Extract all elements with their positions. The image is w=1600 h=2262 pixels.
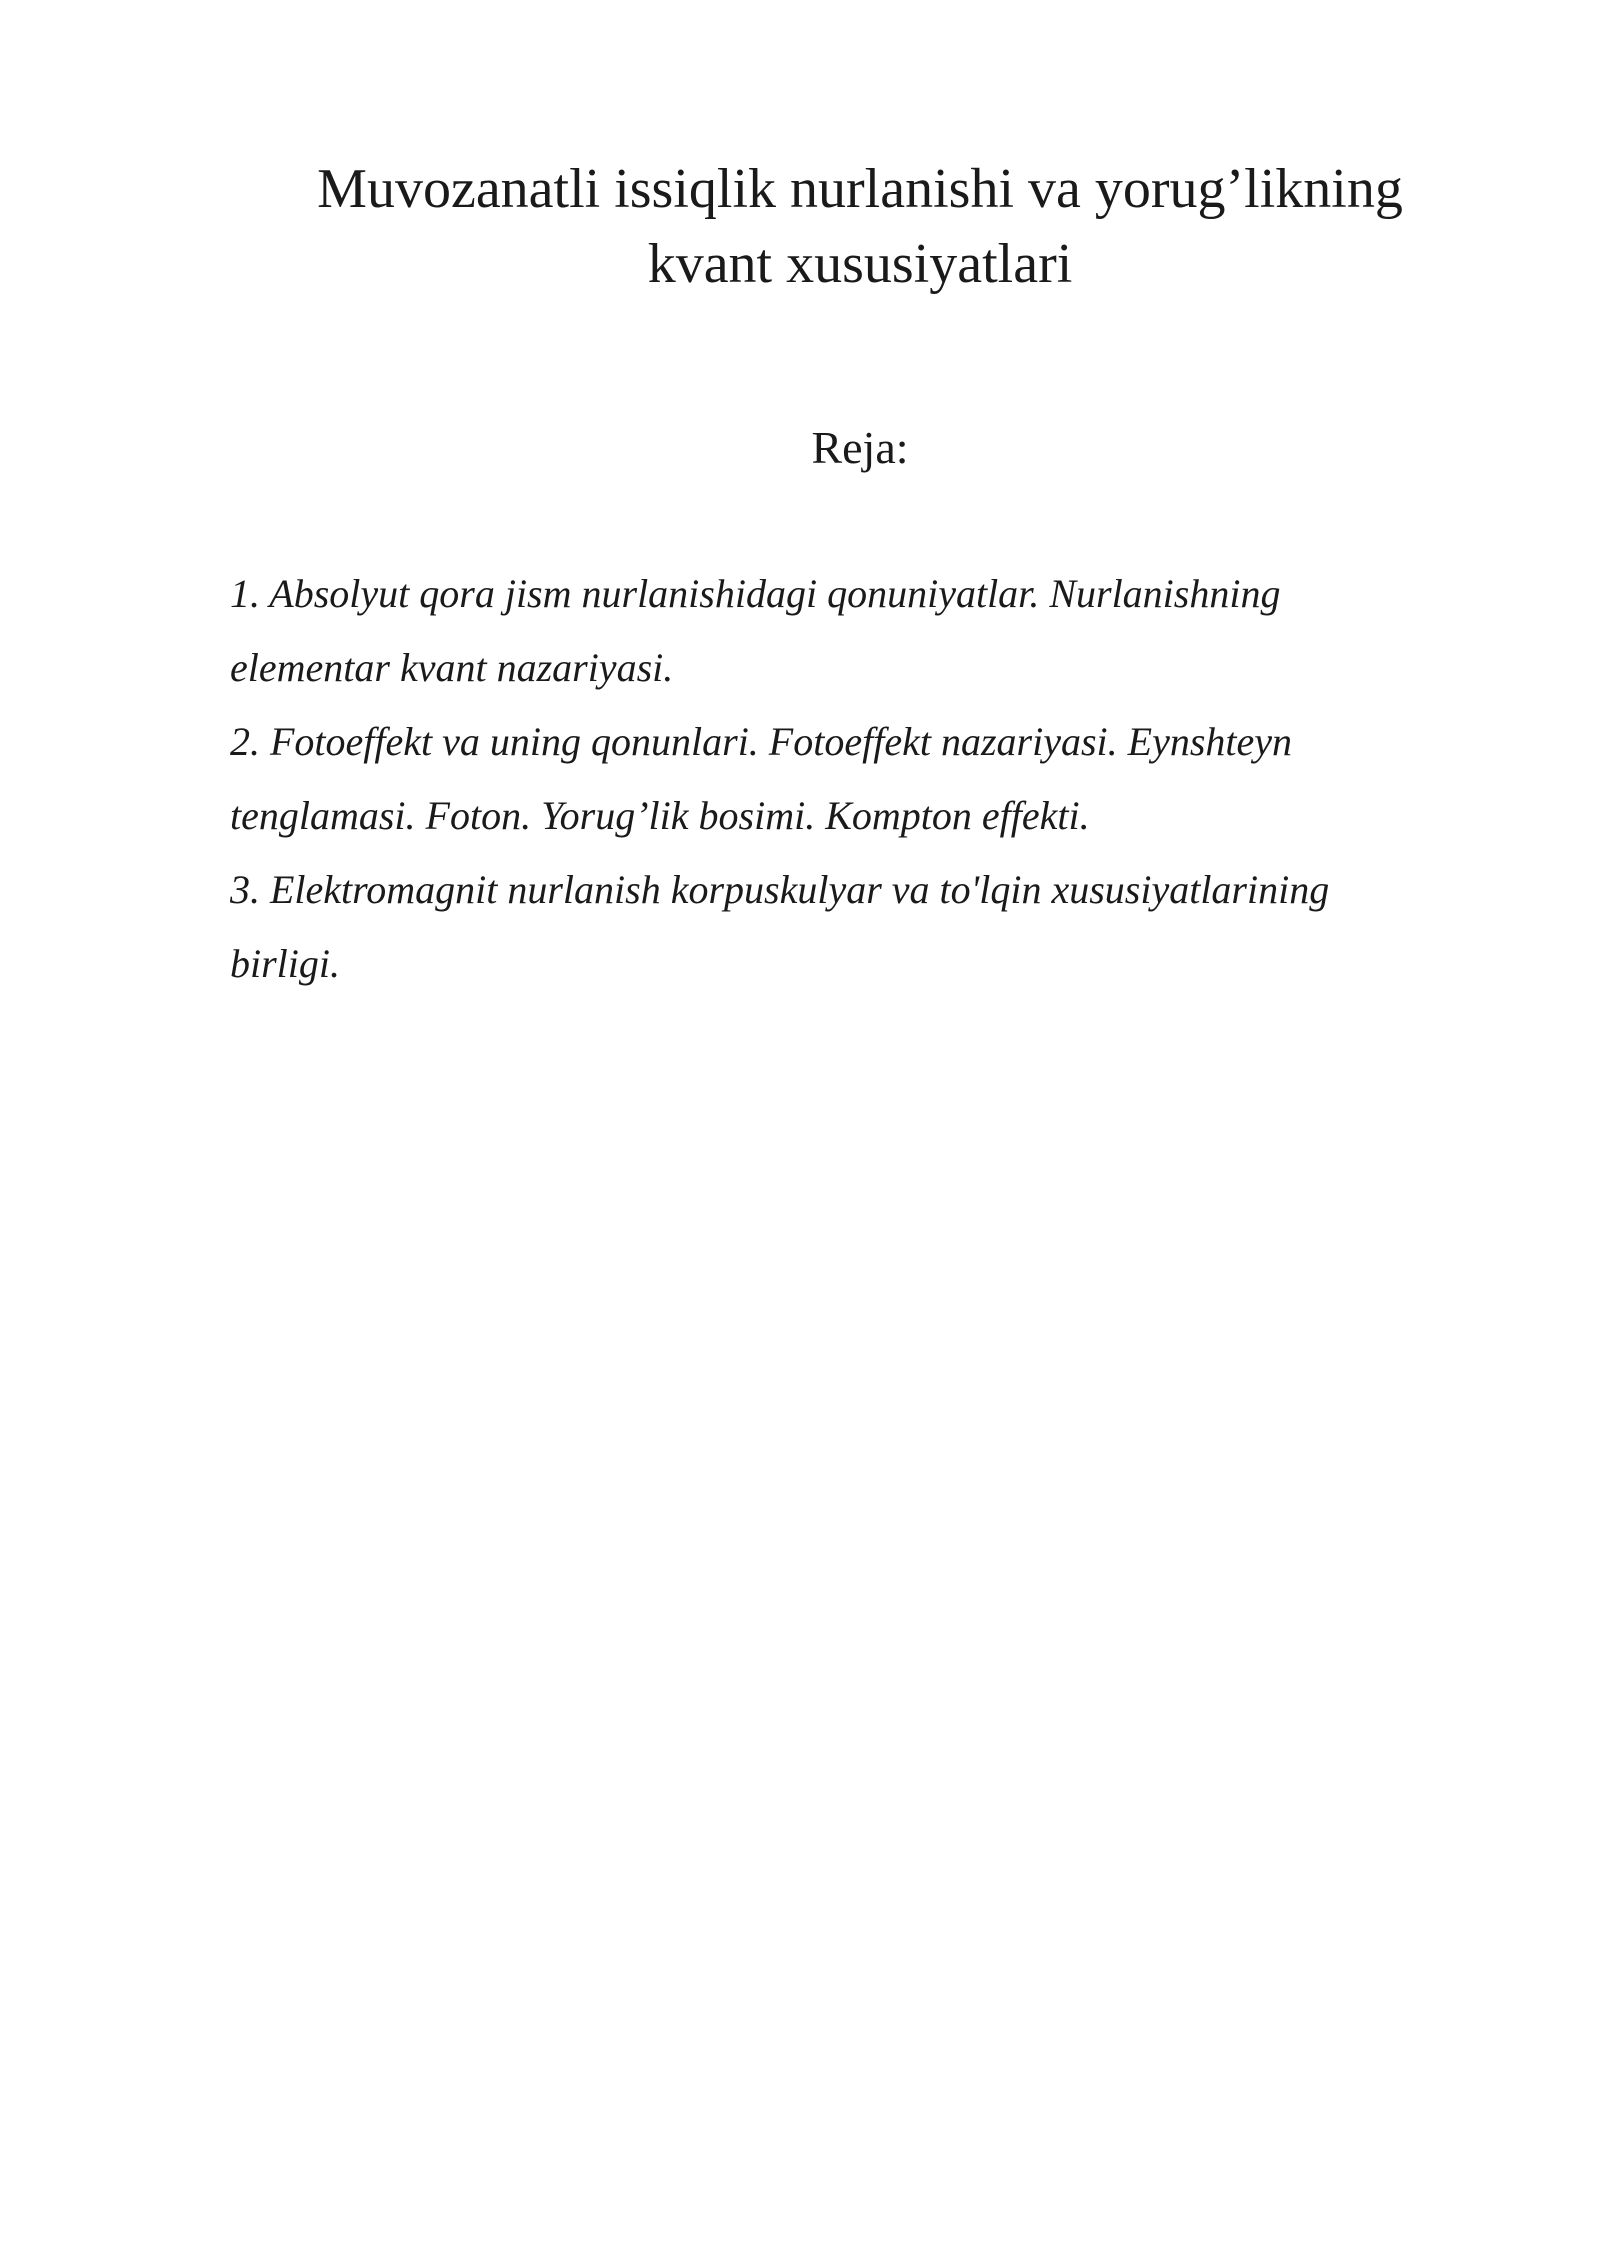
plan-item-line: 3. Elektromagnit nurlanish korpuskulyar va to'lqin xususiyatlarining <box>230 867 1330 912</box>
plan-item-line: 1. Absolyut qora jism nurlanishidagi qonuniyatlar. Nurlanishning <box>230 571 1281 616</box>
title-line: Muvozanatli issiqlik nurlanishi va yorug’likning <box>317 158 1403 220</box>
plan-item-line: birligi. <box>230 941 341 986</box>
plan-item <box>230 853 1470 1001</box>
plan-list <box>230 557 1470 1001</box>
title-line: kvant xususiyatlari <box>647 233 1073 295</box>
plan-item <box>230 705 1470 853</box>
plan-heading: Reja: <box>811 422 909 473</box>
plan-item-line: elementar kvant nazariyasi. <box>230 645 674 690</box>
plan-item <box>230 557 1470 705</box>
plan-item-line: tenglamasi. Foton. Yorug’lik bosimi. Kompton effekti. <box>230 793 1090 838</box>
plan-item-line: 2. Fotoeffekt va uning qonunlari. Fotoeffekt nazariyasi. Eynshteyn <box>230 719 1293 764</box>
document-title <box>230 152 1490 302</box>
